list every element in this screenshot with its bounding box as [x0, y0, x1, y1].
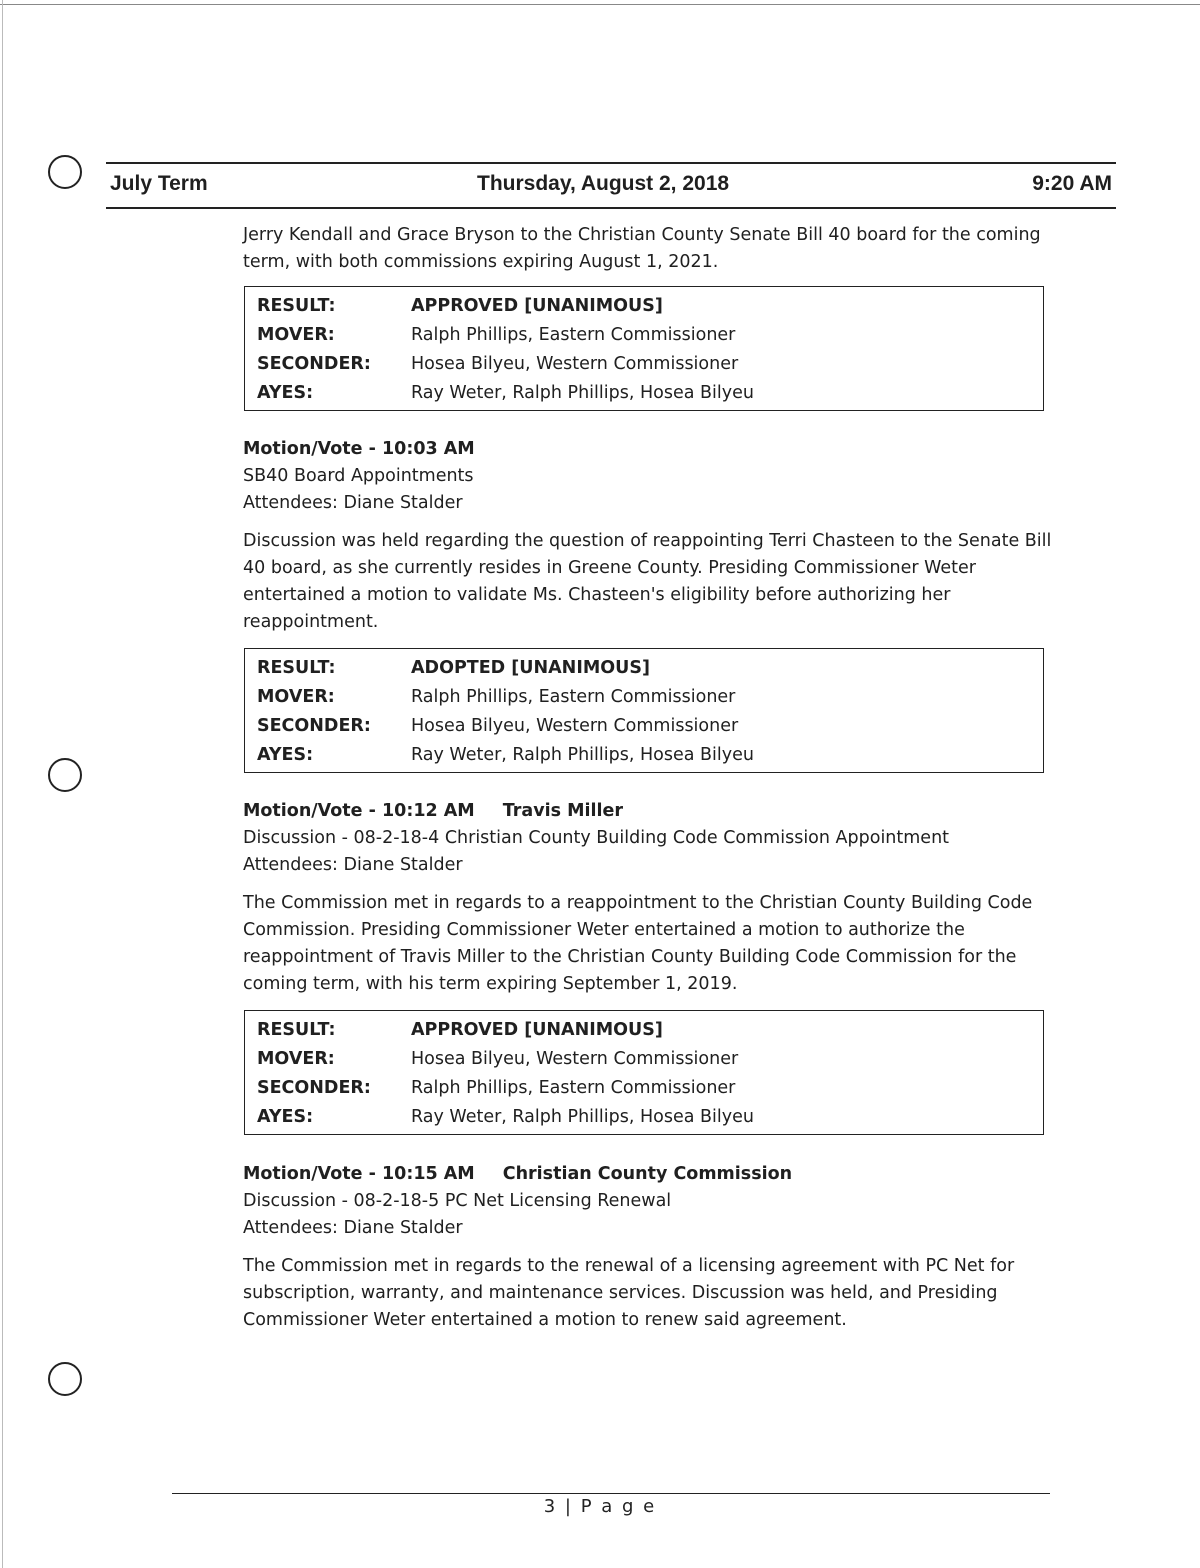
vote-table-2	[244, 648, 1044, 773]
seconder-label: SECONDER:	[257, 353, 371, 374]
ayes-label: AYES:	[257, 382, 314, 403]
motion-attendees: Attendees: Diane Stalder	[243, 1218, 463, 1238]
seconder-value: Ralph Phillips, Eastern Commissioner	[411, 1077, 736, 1098]
motion-section-2	[243, 436, 1063, 636]
vote-row-mover	[245, 1044, 1043, 1073]
intro-paragraph: Jerry Kendall and Grace Bryson to the Christian County Senate Bill 40 board for the coming term, with both commissions expiring August 1, 2021.	[243, 225, 1041, 272]
result-label: RESULT:	[257, 1019, 336, 1040]
motion-section-3	[243, 798, 1063, 998]
motion-subject: Discussion - 08-2-18-5 PC Net Licensing Renewal	[243, 1191, 672, 1211]
ayes-value: Ray Weter, Ralph Phillips, Hosea Bilyeu	[411, 1106, 754, 1127]
mover-label: MOVER:	[257, 1048, 335, 1069]
scan-top-edge	[0, 4, 1200, 5]
vote-table-1	[244, 286, 1044, 411]
vote-row-result	[245, 653, 1043, 682]
motion-heading: Motion/Vote - 10:15 AM Christian County Commission	[243, 1164, 793, 1184]
hole-punch-middle	[48, 758, 82, 792]
ayes-label: AYES:	[257, 744, 314, 765]
mover-value: Ralph Phillips, Eastern Commissioner	[411, 324, 736, 345]
motion-heading: Motion/Vote - 10:03 AM	[243, 439, 475, 459]
scan-left-edge	[2, 0, 3, 1568]
vote-row-mover	[245, 682, 1043, 711]
vote-row-ayes	[245, 378, 1043, 407]
seconder-value: Hosea Bilyeu, Western Commissioner	[411, 715, 739, 736]
header-rule-top	[106, 162, 1116, 164]
result-label: RESULT:	[257, 657, 336, 678]
header-date: Thursday, August 2, 2018	[477, 172, 730, 195]
motion-subject: SB40 Board Appointments	[243, 466, 474, 486]
page-number: 3 | P a g e	[543, 1496, 657, 1517]
ayes-value: Ray Weter, Ralph Phillips, Hosea Bilyeu	[411, 382, 754, 403]
seconder-label: SECONDER:	[257, 1077, 371, 1098]
ayes-value: Ray Weter, Ralph Phillips, Hosea Bilyeu	[411, 744, 754, 765]
vote-table-3	[244, 1010, 1044, 1135]
hole-punch-top	[48, 155, 82, 189]
motion-attendees: Attendees: Diane Stalder	[243, 855, 463, 875]
vote-row-ayes	[245, 740, 1043, 769]
header-time: 9:20 AM	[1032, 172, 1112, 195]
header-term: July Term	[110, 172, 208, 195]
motion-heading: Motion/Vote - 10:12 AM Travis Miller	[243, 801, 624, 821]
motion-attendees: Attendees: Diane Stalder	[243, 493, 463, 513]
mover-value: Hosea Bilyeu, Western Commissioner	[411, 1048, 739, 1069]
motion-section-4	[243, 1161, 1063, 1334]
vote-row-seconder	[245, 711, 1043, 740]
footer-rule	[172, 1493, 1050, 1494]
header-rule-bottom	[106, 207, 1116, 209]
result-value: ADOPTED [UNANIMOUS]	[411, 657, 650, 678]
result-label: RESULT:	[257, 295, 336, 316]
mover-value: Ralph Phillips, Eastern Commissioner	[411, 686, 736, 707]
result-value: APPROVED [UNANIMOUS]	[411, 1019, 663, 1040]
hole-punch-bottom	[48, 1362, 82, 1396]
mover-label: MOVER:	[257, 324, 335, 345]
motion-paragraph: Discussion was held regarding the question of reappointing Terri Chasteen to the Senate Bill 40 board, as she currently resides in Greene County. Presiding Commissioner Weter entertained a motion to validate Ms. Chasteen's eligibility before authorizing her reappointment.	[243, 531, 1052, 632]
ayes-label: AYES:	[257, 1106, 314, 1127]
motion-paragraph: The Commission met in regards to the renewal of a licensing agreement with PC Net for subscription, warranty, and maintenance services. Discussion was held, and Presiding Commissioner Weter entertained a motion to renew said agreement.	[243, 1256, 1015, 1330]
motion-paragraph: The Commission met in regards to a reappointment to the Christian County Building Code Commission. Presiding Commissioner Weter entertained a motion to authorize the reappointment of Travis Miller to the Christian County Building Code Commission for the coming term, with his term expiring September 1, 2019.	[243, 893, 1033, 994]
vote-row-result	[245, 291, 1043, 320]
vote-row-seconder	[245, 349, 1043, 378]
mover-label: MOVER:	[257, 686, 335, 707]
vote-row-ayes	[245, 1102, 1043, 1131]
seconder-value: Hosea Bilyeu, Western Commissioner	[411, 353, 739, 374]
motion-subject: Discussion - 08-2-18-4 Christian County Building Code Commission Appointment	[243, 828, 950, 848]
vote-row-seconder	[245, 1073, 1043, 1102]
seconder-label: SECONDER:	[257, 715, 371, 736]
result-value: APPROVED [UNANIMOUS]	[411, 295, 663, 316]
vote-row-result	[245, 1015, 1043, 1044]
vote-row-mover	[245, 320, 1043, 349]
